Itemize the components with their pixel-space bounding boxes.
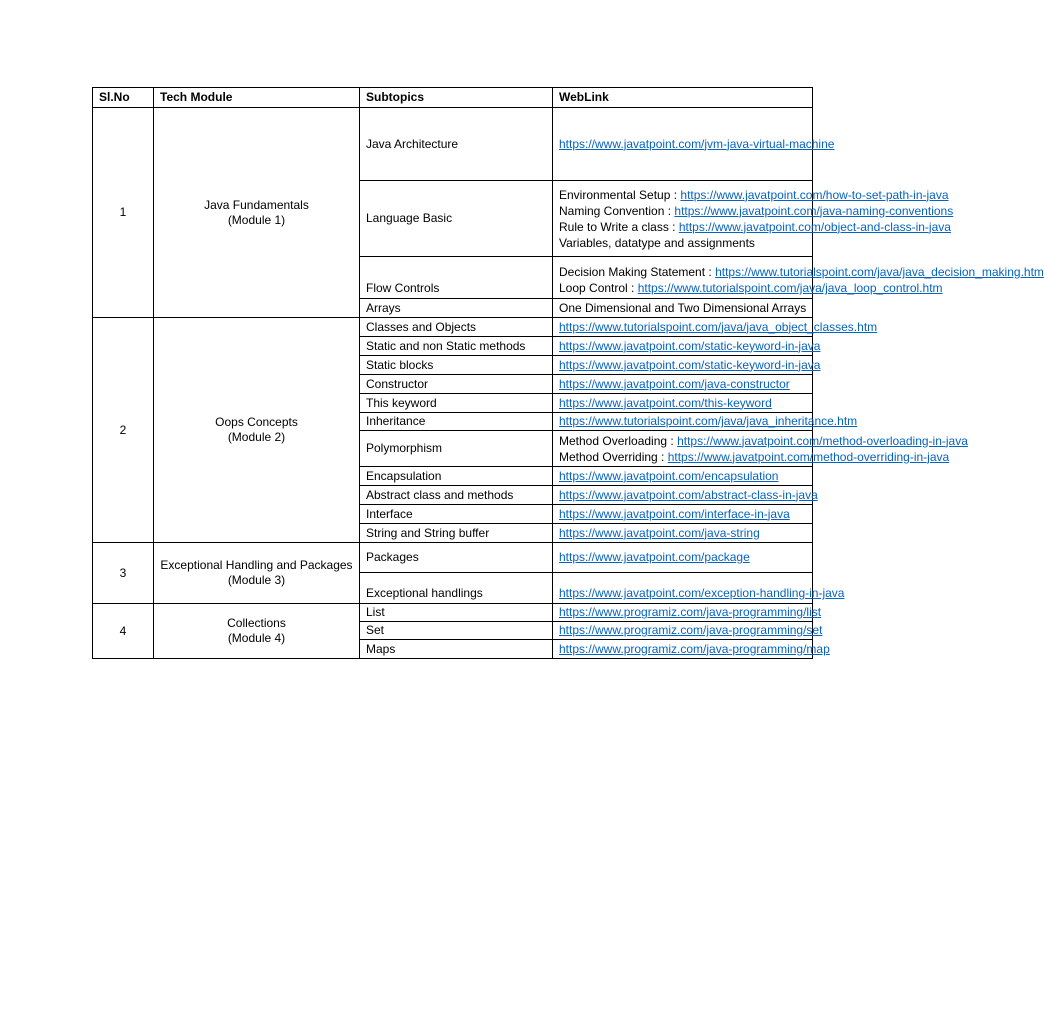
subtopic: Java Architecture xyxy=(360,108,553,181)
link-line xyxy=(559,203,954,219)
weblink[interactable]: https://www.javatpoint.com/static-keyword-in-java xyxy=(559,338,821,353)
tech-module xyxy=(154,108,360,318)
subtopic: Static blocks xyxy=(360,356,553,375)
subtopic: Maps xyxy=(360,640,553,659)
weblink[interactable]: https://www.javatpoint.com/encapsulation xyxy=(559,468,779,483)
subtopic: Encapsulation xyxy=(360,467,553,486)
weblink-cell xyxy=(553,622,823,640)
weblink[interactable]: https://www.javatpoint.com/abstract-class-in-java xyxy=(559,487,818,502)
module-title: Exceptional Handling and Packages xyxy=(160,558,353,572)
subtopic: Language Basic xyxy=(360,181,553,257)
weblink-text: One Dimensional and Two Dimensional Arrays xyxy=(553,299,813,318)
weblink-cell xyxy=(553,505,813,524)
serial-number: 4 xyxy=(93,604,154,659)
weblink-cell xyxy=(553,524,813,543)
module-number: (Module 4) xyxy=(227,631,286,645)
link-line xyxy=(559,433,968,449)
weblink[interactable]: https://www.javatpoint.com/method-overriding-in-java xyxy=(667,449,950,464)
weblink-cell xyxy=(553,394,813,413)
weblink[interactable]: https://www.javatpoint.com/this-keyword xyxy=(559,395,772,410)
link-label: Environmental Setup : xyxy=(559,187,681,202)
weblink-cell xyxy=(553,181,954,257)
link-label: Method Overriding : xyxy=(559,449,668,464)
module-title: Collections xyxy=(227,616,286,630)
subtopic: Abstract class and methods xyxy=(360,486,553,505)
weblink[interactable]: https://www.tutorialspoint.com/java/java_inheritance.htm xyxy=(559,414,858,428)
subtopic: This keyword xyxy=(360,394,553,413)
subtopic: Polymorphism xyxy=(360,431,553,467)
link-line xyxy=(559,187,949,203)
weblink[interactable]: https://www.javatpoint.com/package xyxy=(559,550,750,564)
weblink-cell xyxy=(553,640,830,659)
subtopic: String and String buffer xyxy=(360,524,553,543)
header-slno: Sl.No xyxy=(93,88,154,108)
weblink-cell xyxy=(553,604,822,622)
subtopic: Flow Controls xyxy=(360,257,553,299)
subtopic: Inheritance xyxy=(360,413,553,431)
subtopic: Classes and Objects xyxy=(360,318,553,337)
module-number: (Module 1) xyxy=(227,212,286,227)
table-row xyxy=(93,318,813,337)
subtopic: Set xyxy=(360,622,553,640)
link-line xyxy=(559,219,951,235)
weblink-cell xyxy=(553,108,835,181)
subtopic: Constructor xyxy=(360,375,553,394)
weblink[interactable]: https://www.javatpoint.com/interface-in-java xyxy=(559,506,790,521)
link-label: Method Overloading : xyxy=(559,433,678,448)
weblink[interactable]: https://www.javatpoint.com/object-and-class-in-java xyxy=(678,219,951,234)
weblink[interactable]: https://www.javatpoint.com/java-string xyxy=(559,525,760,540)
weblink-cell xyxy=(553,413,858,431)
subtopic: List xyxy=(360,604,553,622)
serial-number: 3 xyxy=(93,543,154,604)
header-subtopics: Subtopics xyxy=(360,88,553,108)
header-row xyxy=(93,88,813,108)
module-title: Java Fundamentals xyxy=(204,197,309,212)
serial-number: 2 xyxy=(93,318,154,543)
weblink[interactable]: https://www.javatpoint.com/method-overloading-in-java xyxy=(677,433,968,448)
weblink-cell xyxy=(553,467,813,486)
weblink-cell xyxy=(553,486,818,505)
tech-module xyxy=(154,543,360,604)
tech-module xyxy=(154,604,360,659)
weblink[interactable]: https://www.tutorialspoint.com/java/java_object_classes.htm xyxy=(559,319,878,334)
weblink[interactable]: https://www.javatpoint.com/static-keyword-in-java xyxy=(559,357,821,372)
table-row xyxy=(93,543,813,573)
curriculum-table xyxy=(92,87,1044,659)
weblink-cell xyxy=(553,356,821,375)
weblink[interactable]: https://www.tutorialspoint.com/java/java_decision_making.htm xyxy=(715,265,1044,279)
weblink-cell xyxy=(553,318,878,337)
weblink-cell xyxy=(553,257,1044,299)
weblink-cell xyxy=(553,573,845,604)
weblink[interactable]: https://www.javatpoint.com/java-naming-conventions xyxy=(674,203,954,218)
weblink[interactable]: https://www.javatpoint.com/jvm-java-virtual-machine xyxy=(559,136,835,151)
subtopic: Arrays xyxy=(360,299,553,318)
link-line xyxy=(559,264,1044,280)
module-number: (Module 3) xyxy=(227,573,286,587)
weblink-cell xyxy=(553,431,968,467)
link-line xyxy=(559,280,943,296)
table-row xyxy=(93,604,813,622)
weblink[interactable]: https://www.programiz.com/java-programming/list xyxy=(559,605,822,619)
weblink[interactable]: https://www.javatpoint.com/how-to-set-path-in-java xyxy=(680,187,949,202)
link-label: Variables, datatype and assignments xyxy=(559,235,755,250)
link-label: Naming Convention : xyxy=(559,203,675,218)
link-line xyxy=(559,235,806,251)
tech-module xyxy=(154,318,360,543)
module-number: (Module 2) xyxy=(227,430,286,444)
link-label: Loop Control : xyxy=(559,281,638,295)
table-row xyxy=(93,108,813,181)
weblink[interactable]: https://www.programiz.com/java-programming/set xyxy=(559,623,823,637)
link-label: Rule to Write a class : xyxy=(559,219,679,234)
weblink-cell xyxy=(553,337,821,356)
serial-number: 1 xyxy=(93,108,154,318)
link-line xyxy=(559,449,950,465)
link-label: Decision Making Statement : xyxy=(559,265,716,279)
weblink-cell xyxy=(553,543,813,573)
header-weblink: WebLink xyxy=(553,88,813,108)
weblink[interactable]: https://www.tutorialspoint.com/java/java_loop_control.htm xyxy=(637,281,943,295)
header-tech-module: Tech Module xyxy=(154,88,360,108)
weblink[interactable]: https://www.programiz.com/java-programming/map xyxy=(559,641,830,656)
subtopic: Interface xyxy=(360,505,553,524)
weblink[interactable]: https://www.javatpoint.com/exception-handling-in-java xyxy=(559,586,845,600)
subtopic: Static and non Static methods xyxy=(360,337,553,356)
weblink-cell xyxy=(553,375,813,394)
weblink[interactable]: https://www.javatpoint.com/java-constructor xyxy=(559,376,790,391)
subtopic: Packages xyxy=(360,543,553,573)
module-title: Oops Concepts xyxy=(215,415,298,429)
subtopic: Exceptional handlings xyxy=(360,573,553,604)
